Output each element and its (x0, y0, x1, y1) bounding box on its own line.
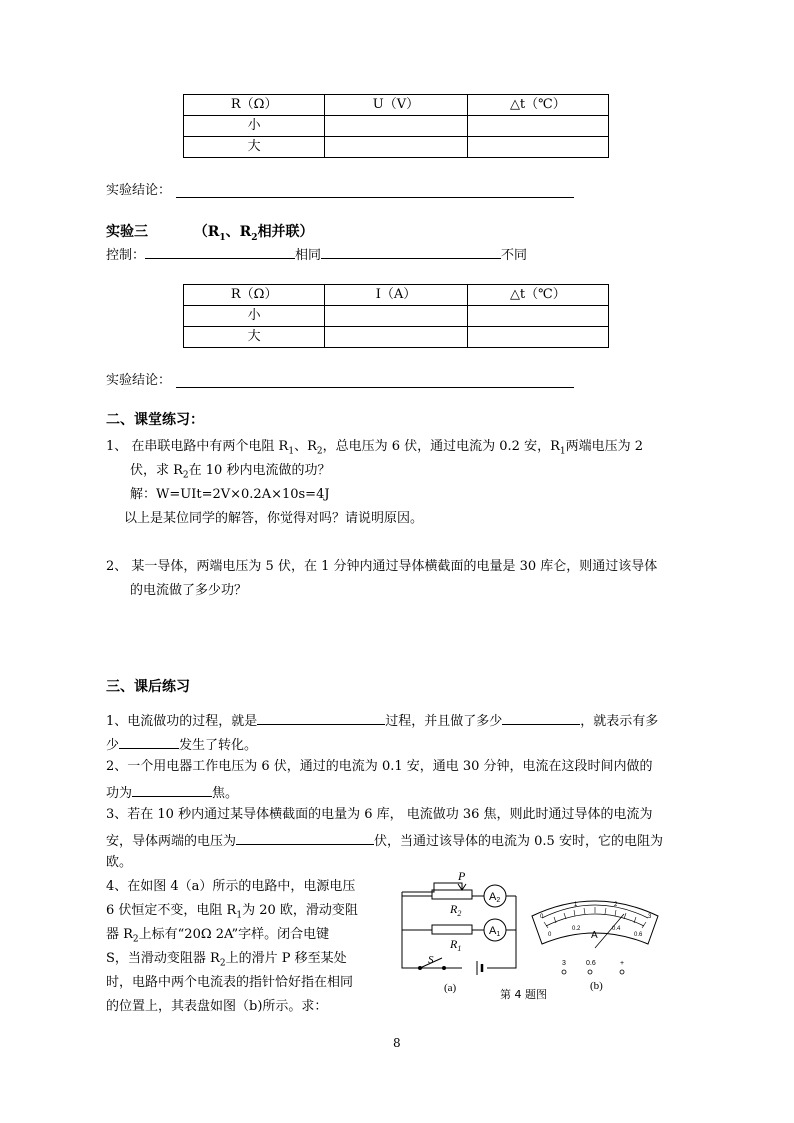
table-header-cell: △t（℃） (467, 95, 608, 116)
table-cell (325, 327, 467, 348)
table-row (184, 137, 609, 158)
table-header-cell: △t（℃） (467, 285, 608, 306)
table-cell (467, 137, 608, 158)
section-heading: 二、课堂练习： (106, 412, 204, 428)
question-text: 时，电路中两个电流表的指针恰好指在相同 (106, 975, 354, 990)
table-header-cell: I（A） (325, 285, 467, 306)
table-cell (325, 116, 467, 137)
label-r2: $R_2$ (450, 902, 462, 918)
question-text: 4、在如图 4（a）所示的电路中，电源电压 (106, 879, 356, 894)
label-s: S (428, 954, 434, 966)
table-header-cell: R（Ω） (184, 285, 325, 306)
figure-caption: 第 4 题图 (500, 988, 547, 1001)
dial-tick-label: 0.2 (572, 926, 581, 932)
table-header-cell: R（Ω） (184, 95, 325, 116)
label-p: P (458, 869, 466, 883)
question-text: 1、电流做功的过程，就是 过程，并且做了多少 ，就表示有多 (106, 710, 658, 731)
question-text: 器 $R_2$上标有“20Ω 2A”字样。闭合电键 (106, 927, 330, 945)
terminal-icon (588, 970, 592, 974)
terminal-icon (620, 970, 624, 974)
dial-tick-label: 3 (648, 914, 652, 920)
ammeter-dial (528, 884, 662, 994)
question-text: 伏，求 $R_2$在 10 秒内电流做的功？ (130, 463, 331, 481)
table-cell (467, 116, 608, 137)
circuit-diagram (392, 868, 527, 998)
label-a2: A2 (489, 891, 501, 904)
dial-tick-label: 0 (540, 914, 544, 920)
table-cell: 小 (184, 306, 325, 327)
page-number: 8 (393, 1036, 401, 1050)
dial-tick-label: 0 (548, 932, 552, 938)
resistor-r2 (432, 890, 472, 899)
terminal-label: 0.6 (586, 960, 596, 967)
question-text: 少 发生了转化。 (106, 734, 257, 755)
table-cell: 大 (184, 327, 325, 348)
question-text: 的位置上，其表盘如图（b)所示。求： (106, 999, 328, 1014)
experiment-name: 实验三 (106, 224, 148, 240)
table-cell (325, 137, 467, 158)
table-cell (467, 327, 608, 348)
different-label: 不同 (501, 248, 528, 263)
control-blank-same[interactable] (145, 244, 295, 259)
label-b: (b) (590, 980, 603, 992)
conclusion-label: 实验结论： (106, 373, 172, 388)
label-r1: $R_1$ (450, 937, 462, 953)
question-text: 1、 在串联电路中有两个电阻 $R_1$、$R_2$，总电压为 6 伏，通过电流为 0.2 安，$R_1$两端电压为 2 (106, 439, 643, 457)
answer-blank[interactable] (119, 734, 179, 749)
same-label: 相同 (295, 248, 322, 263)
table-1 (183, 94, 609, 158)
answer-blank[interactable] (132, 782, 212, 797)
question-text: 安，导体两端的电压为 伏，当通过该导体的电流为 0.5 安时，它的电阻为 (106, 830, 663, 851)
terminal-label: 3 (562, 960, 566, 967)
solution-text: 解：W=UIt=2V×0.2A×10s=4J (130, 487, 330, 502)
table-cell: 大 (184, 137, 325, 158)
dial-unit: A (591, 930, 598, 941)
table-row (184, 116, 609, 137)
section-heading: 三、课后练习 (106, 679, 190, 695)
table-row (184, 306, 609, 327)
conclusion-label: 实验结论： (106, 183, 172, 198)
answer-blank[interactable] (502, 710, 580, 725)
control-blank-different[interactable] (321, 244, 501, 259)
table-cell (325, 306, 467, 327)
label-a1: A1 (489, 925, 501, 938)
dial-tick-label: 0.6 (634, 932, 643, 938)
experiment-subtitle: （$R_1$、$R_2$相并联） (193, 224, 314, 243)
experiment-title (106, 223, 314, 242)
control-label: 控制： (106, 248, 146, 263)
table-2 (183, 284, 609, 348)
table-cell: 小 (184, 116, 325, 137)
question-text: 2、一个用电器工作电压为 6 伏，通过的电流为 0.1 安，通电 30 分钟，电流在这段时间内做的 (106, 759, 653, 774)
dial-tick-label: 1 (574, 902, 578, 908)
table-row (184, 285, 609, 306)
table-row (184, 327, 609, 348)
label-a: (a) (444, 982, 457, 994)
table-cell (467, 306, 608, 327)
question-text: 3、若在 10 秒内通过某导体横截面的电量为 6 库， 电流做功 36 焦，则此时通过导体的电流为 (106, 807, 653, 822)
question-text: 欧。 (106, 855, 133, 870)
conclusion-blank[interactable] (176, 197, 574, 198)
resistor-r1 (432, 925, 472, 934)
control-line (106, 244, 527, 265)
dial-tick-label: 2 (614, 902, 618, 908)
table-row (184, 95, 609, 116)
dial-tick-label: 0.4 (612, 926, 621, 932)
question-text: 6 伏恒定不变，电阻 $R_1$为 20 欧，滑动变阻 (106, 903, 358, 921)
answer-blank[interactable] (236, 830, 374, 845)
table-header-cell: U（V） (325, 95, 467, 116)
question-text: S，当滑动变阻器 $R_2$上的滑片 P 移至某处 (106, 951, 347, 969)
question-text: 的电流做了多少功？ (130, 583, 248, 598)
terminal-label: + (620, 960, 625, 967)
question-text: 2、 某一导体，两端电压为 5 伏，在 1 分钟内通过导体横截面的电量是 30 库仑，则通过该导体 (106, 559, 658, 574)
answer-blank[interactable] (257, 710, 385, 725)
conclusion-blank[interactable] (176, 387, 574, 388)
terminal-icon (562, 970, 566, 974)
question-text: 以上是某位同学的解答，你觉得对吗？请说明原因。 (124, 511, 424, 526)
question-text: 功为 焦。 (106, 782, 238, 803)
